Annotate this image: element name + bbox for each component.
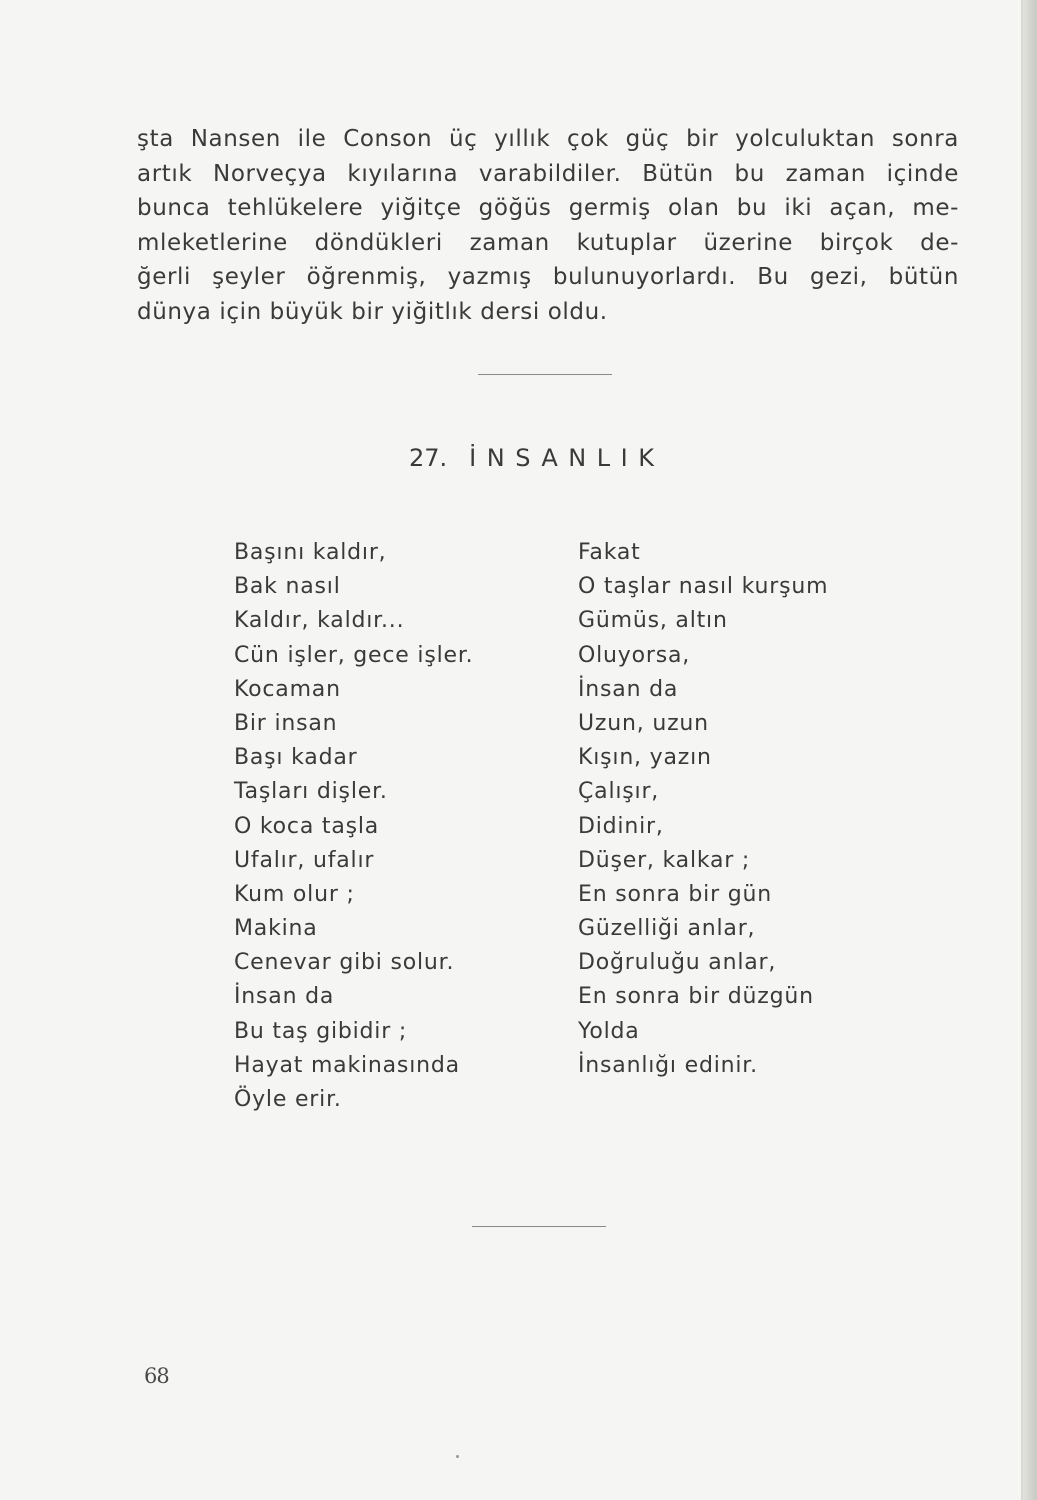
section-divider-top bbox=[478, 374, 612, 375]
poem-left-column bbox=[234, 536, 473, 1117]
poem-verse-line: İnsan da bbox=[234, 984, 335, 1010]
poem-verse-line: Hayat makinasında bbox=[234, 1052, 460, 1078]
poem-verse-line: Doğruluğu anlar, bbox=[578, 950, 777, 976]
section-title: İNSANLIK bbox=[469, 444, 665, 472]
poem-verse-line: Başını kaldır, bbox=[234, 540, 387, 565]
section-heading bbox=[409, 440, 664, 476]
poem-verse-line: Düşer, kalkar ; bbox=[578, 847, 751, 873]
poem-verse-line: Uzun, uzun bbox=[578, 710, 709, 736]
prose-line: dünya için büyük bir yiğitlık dersi oldu. bbox=[137, 298, 608, 325]
prose-paragraph bbox=[137, 122, 959, 329]
poem-verse-line: Güzelliği anlar, bbox=[578, 916, 756, 942]
poem-verse-line: Cenevar gibi solur. bbox=[234, 950, 455, 976]
paper-speck bbox=[456, 1455, 459, 1458]
prose-line: artık Norveçya kıyılarına varabildiler. Bütün bu zaman içinde bbox=[137, 160, 959, 187]
poem-verse-line: Fakat bbox=[578, 540, 641, 565]
poem-right-column bbox=[578, 536, 828, 1083]
section-number: 27. bbox=[409, 444, 448, 472]
poem-verse-line: Yolda bbox=[578, 1018, 640, 1044]
poem-verse-line: Taşları dişler. bbox=[234, 779, 388, 805]
poem-verse-line: Gümüs, altın bbox=[578, 608, 728, 634]
prose-line: mleketlerine döndükleri zaman kutuplar üzerine birçok de- bbox=[137, 229, 959, 256]
poem-verse-line: Bir insan bbox=[234, 710, 338, 736]
poem-verse-line: O taşlar nasıl kurşum bbox=[578, 574, 829, 600]
poem-verse-line: Öyle erir. bbox=[234, 1087, 342, 1112]
poem-verse-line: O koca taşla bbox=[234, 813, 380, 839]
poem-verse-line: En sonra bir gün bbox=[578, 881, 772, 907]
poem-verse-line: Cün işler, gece işler. bbox=[234, 642, 474, 668]
poem-verse-line: Makina bbox=[234, 916, 318, 942]
poem-verse-line: İnsanlığı edinir. bbox=[578, 1052, 758, 1078]
poem-verse-line: Kum olur ; bbox=[234, 881, 355, 907]
poem-verse-line: Çalışır, bbox=[578, 779, 660, 805]
page-edge bbox=[1023, 0, 1037, 1500]
poem-verse-line: En sonra bir düzgün bbox=[578, 984, 814, 1010]
poem-verse-line: Ufalır, ufalır bbox=[234, 847, 375, 873]
poem-verse-line: Didinir, bbox=[578, 813, 664, 839]
poem-verse-line: İnsan da bbox=[578, 676, 679, 702]
poem-verse-line: Kışın, yazın bbox=[578, 745, 712, 771]
poem-verse-line: Bu taş gibidir ; bbox=[234, 1018, 408, 1044]
prose-line: bunca tehlükelere yiğitçe göğüs germiş olan bu iki açan, me- bbox=[137, 195, 959, 221]
prose-line: şta Nansen ile Conson üç yıllık çok güç bir yolculuktan sonra bbox=[137, 126, 959, 152]
poem-verse-line: Kocaman bbox=[234, 676, 341, 702]
prose-line: ğerli şeyler öğrenmiş, yazmış bulunuyorlardı. Bu gezi, bütün bbox=[137, 264, 959, 290]
poem-verse-line: Oluyorsa, bbox=[578, 642, 691, 668]
page-number: 68 bbox=[144, 1364, 169, 1388]
poem-verse-line: Bak nasıl bbox=[234, 574, 341, 600]
poem-verse-line: Kaldır, kaldır... bbox=[234, 608, 405, 634]
section-divider-bottom bbox=[472, 1226, 606, 1227]
poem-verse-line: Başı kadar bbox=[234, 745, 358, 771]
